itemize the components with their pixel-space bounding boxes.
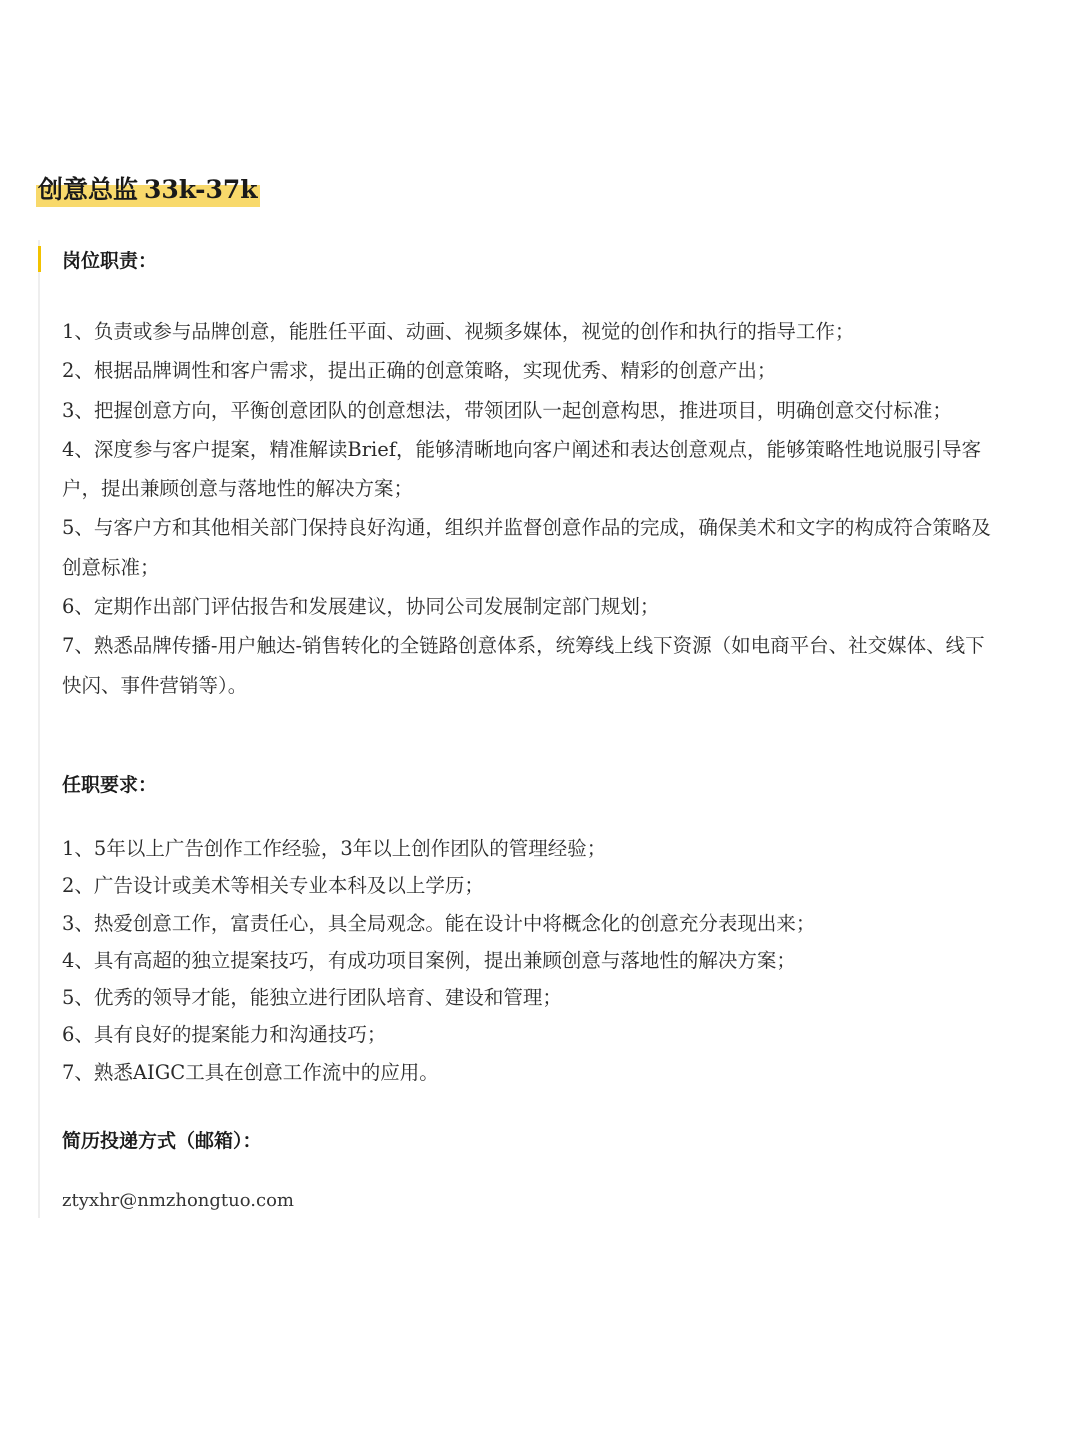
- contact-section: [62, 1126, 1002, 1216]
- list-item: 5、与客户方和其他相关部门保持良好沟通，组织并监督创意作品的完成，确保美术和文字的构成符合策略及创意标准；: [62, 516, 991, 579]
- requirements-section: [62, 770, 1002, 1091]
- list-item: 6、具有良好的提案能力和沟通技巧；: [62, 1023, 387, 1047]
- accent-bar: [38, 246, 41, 272]
- responsibilities-list: [62, 312, 1002, 705]
- list-item: 3、把握创意方向，平衡创意团队的创意想法，带领团队一起创意构思，推进项目，明确创意交付标准；: [62, 398, 952, 422]
- responsibilities-heading: 岗位职责：: [62, 250, 158, 272]
- list-item: 4、深度参与客户提案，精准解读Brief，能够清晰地向客户阐述和表达创意观点，能够策略性地说服引导客户，提出兼顾创意与落地性的解决方案；: [62, 437, 982, 501]
- list-item: 5、优秀的领导才能，能独立进行团队培育、建设和管理；: [62, 986, 562, 1010]
- list-item: 4、具有高超的独立提案技巧，有成功项目案例，提出兼顾创意与落地性的解决方案；: [62, 948, 796, 972]
- list-item: 1、5年以上广告创作工作经验，3年以上创作团队的管理经验；: [62, 837, 607, 860]
- contact-email: ztyxhr@nmzhongtuo.com: [62, 1190, 294, 1211]
- list-item: 6、定期作出部门评估报告和发展建议，协同公司发展制定部门规划；: [62, 595, 660, 619]
- job-title: [36, 170, 260, 210]
- list-item: 2、根据品牌调性和客户需求，提出正确的创意策略，实现优秀、精彩的创意产出；: [62, 359, 777, 383]
- job-salary: 33k-37k: [144, 175, 258, 204]
- job-description: [38, 240, 1000, 1218]
- job-title-block: [36, 170, 260, 210]
- responsibilities-section: [62, 246, 1002, 705]
- list-item: 2、广告设计或美术等相关专业本科及以上学历；: [62, 874, 484, 898]
- list-item: 1、负责或参与品牌创意，能胜任平面、动画、视频多媒体，视觉的创作和执行的指导工作；: [62, 320, 855, 343]
- requirements-heading: 任职要求：: [62, 774, 158, 796]
- list-item: 7、熟悉品牌传播-用户触达-销售转化的全链路创意体系，统筹线上线下资源（如电商平台、社交媒体、线下快闪、事件营销等）。: [62, 634, 985, 697]
- contact-heading: 简历投递方式（邮箱）：: [62, 1130, 262, 1152]
- job-position: 创意总监: [38, 175, 139, 204]
- list-item: 3、热爱创意工作，富责任心，具全局观念。能在设计中将概念化的创意充分表现出来；: [62, 911, 816, 935]
- requirements-list: [62, 830, 1002, 1091]
- list-item: 7、熟悉AIGC工具在创意工作流中的应用。: [62, 1060, 439, 1084]
